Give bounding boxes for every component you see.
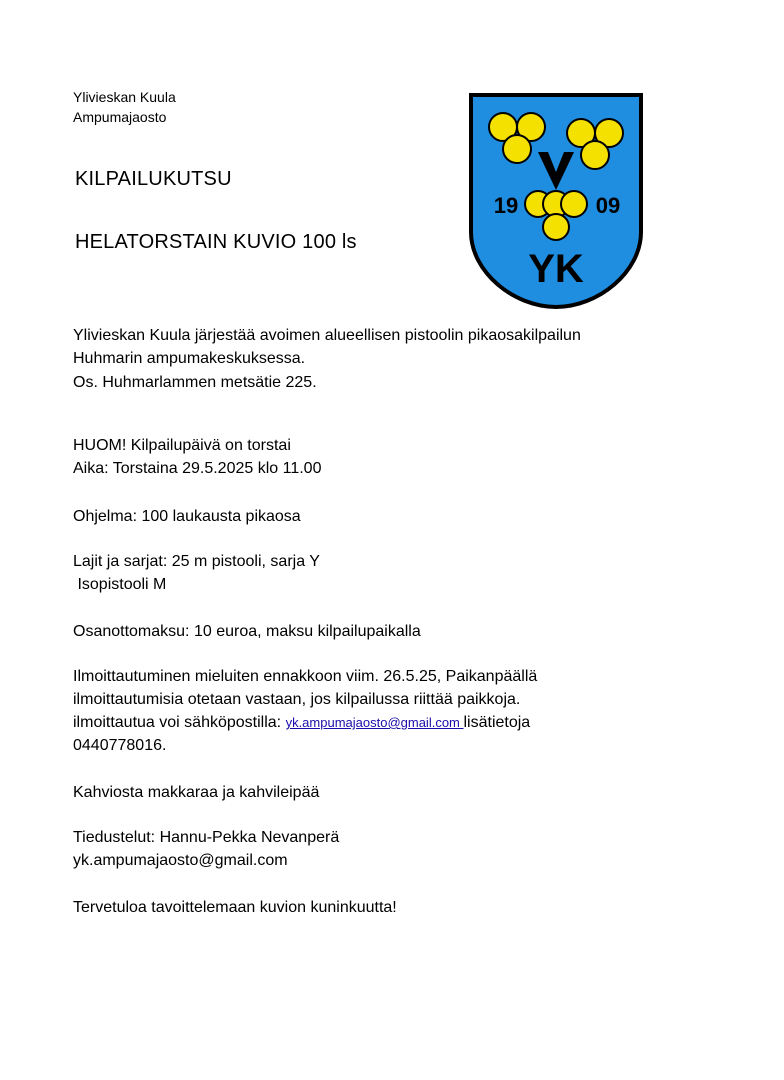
registration-line-2: ilmoittautumisia otetaan vastaan, jos kilpailussa riittää paikkoja. <box>73 691 521 708</box>
registration-phone: 0440778016. <box>73 737 167 754</box>
intro-line-2: Huhmarin ampumakeskuksessa. <box>73 350 306 367</box>
club-logo <box>468 92 644 310</box>
document-title: KILPAILUKUTSU <box>75 168 232 190</box>
logo-year-left: 19 <box>493 193 519 218</box>
registration-line-3 <box>73 712 530 733</box>
cafe-info: Kahviosta makkaraa ja kahvileipää <box>73 784 320 801</box>
notice-line-1: HUOM! Kilpailupäivä on torstai <box>73 437 291 454</box>
classes-line-1: Lajit ja sarjat: 25 m pistooli, sarja Y <box>73 553 320 570</box>
org-name: Ylivieskan Kuula <box>73 89 176 105</box>
fee: Osanottomaksu: 10 euroa, maksu kilpailupaikalla <box>73 623 421 640</box>
registration-line-1: Ilmoittautuminen mieluiten ennakkoon viim. 26.5.25, Paikanpäällä <box>73 668 538 685</box>
closing: Tervetuloa tavoittelemaan kuvion kuninkuutta! <box>73 899 397 916</box>
logo-letters: YK <box>528 247 584 291</box>
contact-email: yk.ampumajaosto@gmail.com <box>73 852 288 869</box>
intro-line-1: Ylivieskan Kuula järjestää avoimen alueellisen pistoolin pikaosakilpailun <box>73 327 581 344</box>
contact-line-1: Tiedustelut: Hannu-Pekka Nevanperä <box>73 829 340 846</box>
competition-name: HELATORSTAIN KUVIO 100 ls <box>75 231 357 253</box>
intro-address: Os. Huhmarlammen metsätie 225. <box>73 374 317 391</box>
notice-time: Aika: Torstaina 29.5.2025 klo 11.00 <box>73 460 322 477</box>
registration-prefix: ilmoittautua voi sähköpostilla: <box>73 714 286 731</box>
logo-year-right: 09 <box>595 193 621 218</box>
registration-suffix: lisätietoja <box>463 714 531 731</box>
org-section: Ampumajaosto <box>73 109 167 125</box>
program: Ohjelma: 100 laukausta pikaosa <box>73 508 301 525</box>
classes-line-2: Isopistooli M <box>73 576 167 593</box>
email-link[interactable]: yk.ampumajaosto@gmail.com <box>285 715 464 730</box>
